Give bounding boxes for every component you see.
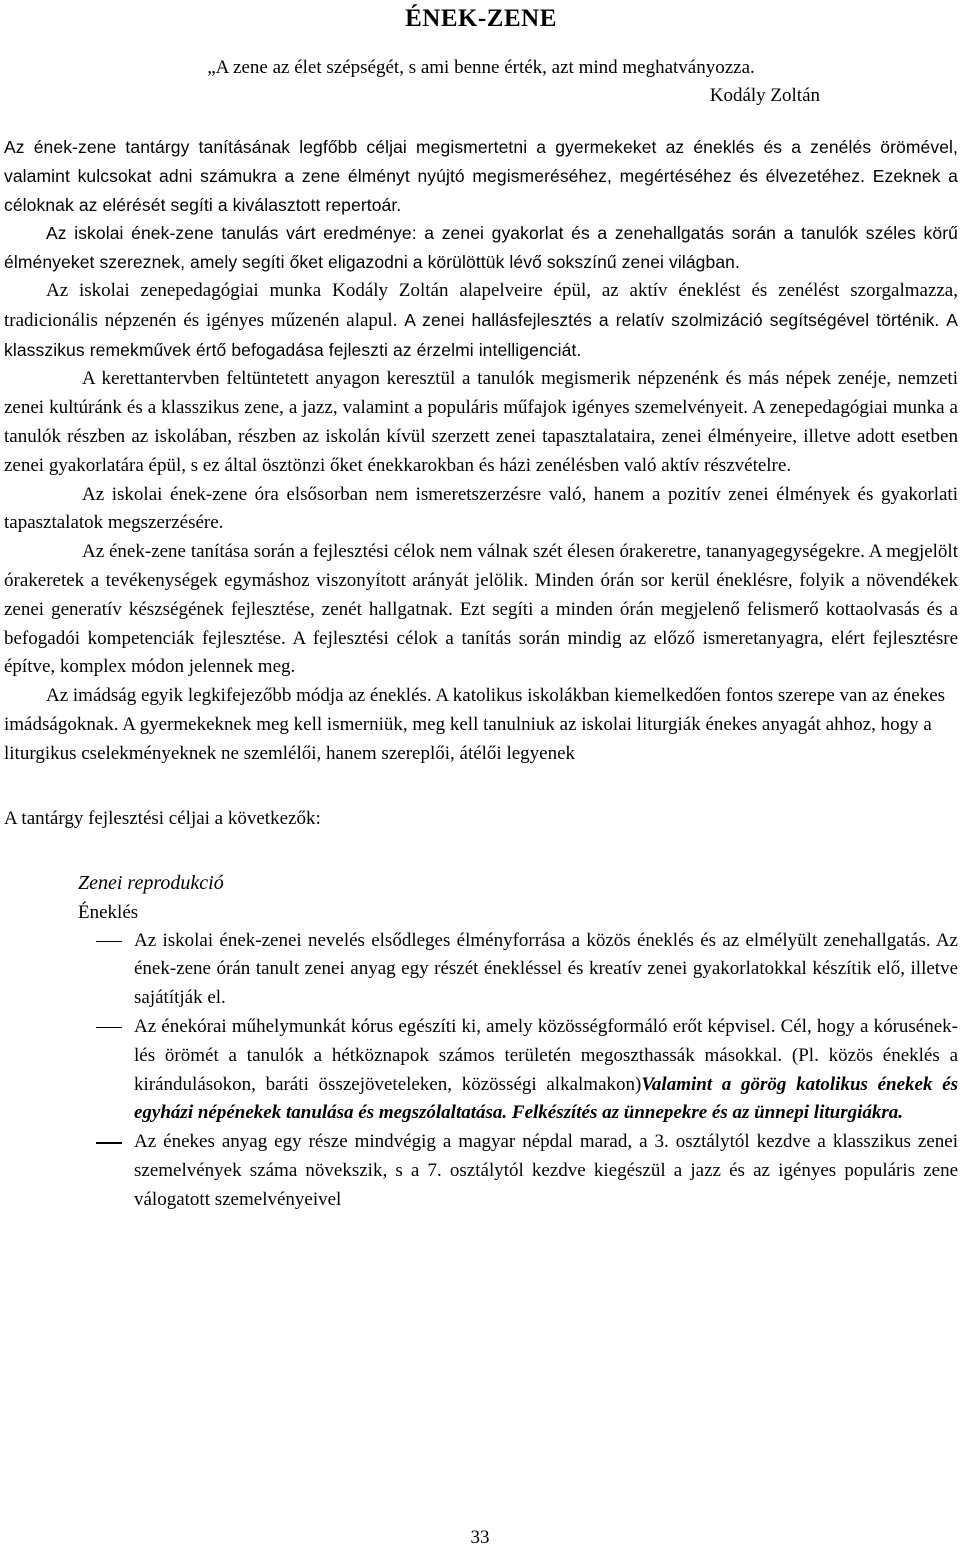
paragraph-curriculum: A kerettantervben feltüntetett anyagon keresztül a tanulók megismerik népzenénk és más népek zenéje, nemzeti zenei kultúránk és a klasszikus zene, a jazz, valamint a populáris műfajok igényes szemelvényeit. A zenepedagógiai munka a tanulók részben az iskolában, részben az iskolán kívül szerzett zenei tapasztalataira, zenei élményeire, illetve adott esetben zenei gyakorlatára épül, s ez által ösztönzi őket énekkarokban és házi zenélésben való aktív részvételre. [4, 368, 958, 476]
choir-workshop-text: Az énekórai műhelymunkát kórus egészíti ki, amely közösségformáló erőt képvisel. Cél, hogy a kóruséneklés örömét a tanulók a hétköznapok számos területén megoszthassák másokkal. (Pl. közös éneklés a kirándulásokon, baráti összejöveteleken, közösségi alkalmakon) [134, 1015, 958, 1095]
paragraph-lesson-purpose: Az iskolai ének-zene óra elsősorban nem ismeretszerzésre való, hanem a pozitív zenei élmények és gyakorlati tapasztalatok megszerzésére. [4, 483, 958, 534]
list-item [78, 1013, 958, 1128]
section-musical-reproduction [78, 869, 958, 927]
list-item: Az iskolai ének-zenei nevelés elsődleges élményforrása a közös éneklés és az elmélyült zenehallgatás. Az ének-zene órán tanult zenei anyag egy részét énekléssel és kreatív zenei gyakorlatokkal készítik elő, illetve sajátítják el. [78, 927, 958, 1013]
paragraph-kodaly-principles [4, 277, 958, 365]
epigraph-author: Kodály Zoltán [709, 85, 820, 106]
page-number: 33 [470, 1527, 490, 1548]
paragraph-expected-results: Az iskolai ének-zene tanulás várt eredménye: a zenei gyakorlat és a zenehallgatás során a tanulók széles körű élményeket szereznek, amely segíti őket eligazodni a körülöttük lévő sokszínű zenei világban. [4, 223, 958, 273]
list-item: Az énekes anyag egy része mindvégig a magyar népdal marad, a 3. osztálytól kezdve a klasszikus zenei szemelvények száma növekszik, s a 7. osztálytól kezdve kiegészül a jazz és az igényes populáris zene válogatott szemelvényeivel [78, 1128, 958, 1214]
page-title: ÉNEK-ZENE [405, 5, 557, 32]
document-page [4, 0, 958, 1215]
intro-paragraph: Az ének-zene tantárgy tanításának legfőbb céljai megismertetni a gyermekeket az éneklés és a zenélés örömével, valamint kulcsokat adni számukra a zene élményt nyújtó megismeréséhez, megértéséhez és élvezetéhez. Ezeknek a céloknak az elérését segíti a kiválasztott repertoár. [4, 137, 958, 215]
classical-masterpieces-text: A klasszikus remekművek értő befogadása fejleszti az érzelmi intelligenciát. [4, 309, 959, 360]
paragraph-development-goals: Az ének-zene tanítása során a fejlesztési célok nem válnak szét élesen órakeretre, tananyagegységekre. A megjelölt órakeretek a tevékenységek egymáshoz viszonyított arányát jelölik. Minden órán sor kerül éneklésre, folyik a növendékek zenei generatív készségének fejlesztése, zenét hallgatnak. Ezt segíti a minden órán megjelenő felismerő kottaolvasás és a befogadói kompetenciák fejlesztése. A fejlesztési célok a tanítás során mindig az előző ismeretanyagra, elért fejlesztésre építve, komplex módon jelennek meg. [4, 541, 958, 678]
section-title: Zenei reprodukció [78, 871, 224, 894]
goals-heading: A tantárgy fejlesztési céljai a következők: [4, 807, 321, 829]
paragraph-prayer-singing: Az imádság egyik legkifejezőbb módja az éneklés. A katolikus iskolákban kiemelkedően fontos szerepe van az énekes imádságoknak. A gyermekeknek meg kell ismerniük, meg kell tanulniuk az iskolai liturgiák énekes anyagát ahhoz, hogy a liturgikus cselekményeknek ne szemlélői, hanem szereplői, átélői legyenek [4, 685, 946, 764]
subsection-title: Éneklés [78, 901, 139, 923]
hearing-development-text: A zenei hallásfejlesztés a relatív szolmizáció segítségével történik. [404, 309, 940, 330]
greek-catholic-hymns-text: Valamint a görög katolikus énekek és egyházi népénekek tanulása és megszólaltatása. Felkészítés az ünnepekre és az ünnepi liturgiákra. [134, 1073, 959, 1124]
epigraph-quote: „A zene az élet szépségét, s ami benne érték, azt mind meghatványozza. [207, 57, 755, 78]
singing-bullet-list [78, 927, 958, 1215]
kodaly-principles-text: Az iskolai zenepedagógiai munka Kodály Zoltán alapelveire épül, az aktív éneklést és zenélést szorgalmazza, tradicionális népzenén és igényes műzenén alapul. [4, 279, 958, 331]
